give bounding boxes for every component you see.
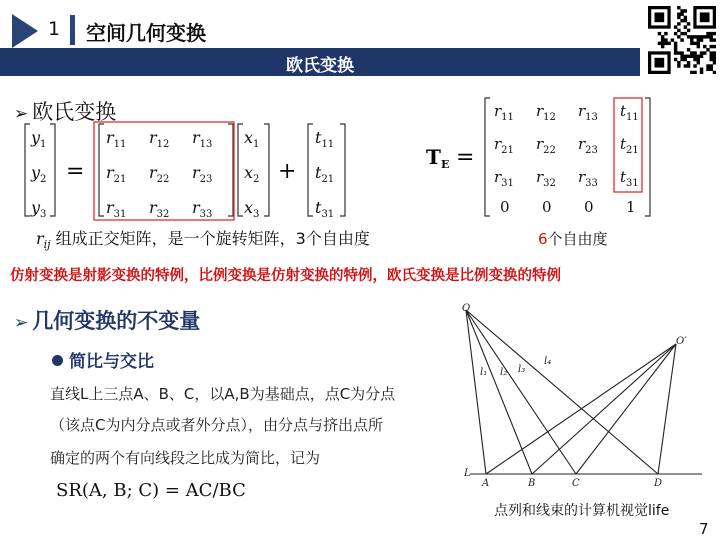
matrix-cell: $r_{22}$ (536, 135, 556, 156)
dof-note (538, 228, 608, 249)
bracket (340, 124, 345, 216)
euclidean-equation (20, 120, 400, 222)
matrix-cell-r: $r_{12}$ (149, 128, 170, 150)
label-l4: l₄ (544, 356, 552, 367)
bracket (645, 98, 650, 216)
matrix-cell: 0 (500, 198, 510, 216)
banner-title: 欧氏变换 (286, 56, 354, 76)
matrix-cell: $r_{32}$ (536, 168, 556, 189)
bracket (228, 124, 233, 216)
transform-hierarchy-statement: 仿射变换是射影变换的特例，比例变换是仿射变换的特例，欧氏变换是比例变换的特例 (10, 268, 561, 284)
paragraph-line: 确定的两个有向线段之比成为简比，记为 (50, 449, 321, 467)
homogeneous-matrix (420, 94, 660, 222)
bracket (99, 124, 104, 216)
bracket (238, 124, 243, 216)
matrix-cell-r: $r_{23}$ (192, 163, 213, 185)
section-number: 1 (48, 18, 61, 40)
bracket (50, 124, 55, 216)
matrix-cell: $r_{13}$ (578, 102, 598, 123)
equals-sign: = (456, 145, 475, 170)
matrix-cell-r: $r_{32}$ (149, 198, 170, 220)
label-L: L (464, 468, 471, 479)
label-O-prime: O′ (676, 336, 687, 347)
note-symbol: r (36, 229, 44, 248)
matrix-cell: $r_{21}$ (494, 135, 514, 156)
title-banner (0, 48, 640, 76)
plus-sign: + (278, 159, 297, 184)
matrix-cell: 0 (584, 198, 594, 216)
arrow-bullet-icon: ➢ (14, 104, 29, 124)
matrix-cell-t: $t_{11}$ (315, 128, 335, 150)
matrix-cell: $r_{31}$ (494, 168, 514, 189)
matrix-cell: $r_{11}$ (494, 102, 514, 123)
note-symbol-sub: ij (43, 238, 51, 252)
matrix-cell: $t_{11}$ (620, 102, 639, 123)
heading-invariants (14, 305, 200, 335)
label-C: C (572, 478, 580, 489)
label-A: A (482, 478, 490, 489)
matrix-cell-y: $y_2$ (31, 163, 47, 185)
matrix-cell-y: $y_3$ (31, 198, 47, 220)
matrix-cell: $r_{23}$ (578, 135, 598, 156)
matrix-cell: 0 (542, 198, 552, 216)
matrix-cell-t: $t_{21}$ (315, 163, 335, 185)
paragraph-line: 直线L上三点A、B、C，以A,B为基础点，点C为分点 (50, 385, 396, 403)
page-number: 7 (699, 520, 709, 538)
equals-sign: = (66, 159, 85, 184)
rotation-note (36, 226, 370, 251)
label-l2: l₂ (500, 367, 508, 378)
bracket (485, 98, 490, 216)
matrix-cell: $t_{21}$ (620, 135, 639, 156)
label-O: O (462, 303, 471, 314)
heading-invariants-text: 几何变换的不变量 (32, 309, 201, 333)
matrix-cell-r: $r_{33}$ (192, 198, 213, 220)
matrix-cell: $r_{12}$ (536, 102, 556, 123)
label-B: B (528, 478, 536, 489)
simple-ratio-formula: SR(A, B; C) = AC/BC (56, 480, 246, 501)
section-title: 空间几何变换 (86, 21, 206, 45)
ray-O2B (532, 344, 676, 474)
matrix-symbol-subscript: E (441, 158, 450, 171)
section-arrow-icon (12, 14, 38, 48)
matrix-cell-x: $x_3$ (244, 198, 260, 220)
bracket (264, 124, 269, 216)
matrix-cell-r: $r_{11}$ (106, 128, 127, 150)
matrix-cell: $t_{31}$ (620, 168, 639, 189)
bracket (308, 124, 313, 216)
pencil-of-lines-diagram (452, 300, 714, 490)
heading-euclidean-text: 欧氏变换 (32, 100, 117, 124)
matrix-cell-r: $r_{21}$ (106, 163, 127, 185)
bullet-ratio (52, 347, 154, 372)
rotation-highlight-box (94, 122, 234, 220)
qr-code-icon (648, 6, 716, 74)
rotation-note-text: 组成正交矩阵，是一个旋转矩阵，3个自由度 (50, 229, 370, 248)
ray-O2A (486, 344, 676, 474)
dof-number: 6 (538, 230, 548, 248)
ray-OD (466, 310, 658, 474)
matrix-symbol: T (426, 145, 441, 169)
matrix-cell-x: $x_1$ (244, 128, 260, 150)
bullet-dot-icon (52, 355, 63, 366)
matrix-cell: 1 (626, 198, 636, 216)
section-divider (70, 15, 75, 45)
matrix-cell-t: $t_{31}$ (315, 198, 335, 220)
label-l1: l₁ (480, 367, 488, 378)
matrix-cell: $r_{33}$ (578, 168, 598, 189)
paragraph-line: （该点C为内分点或者外分点），由分点与挤出点所 (50, 416, 383, 434)
arrow-bullet-icon: ➢ (14, 313, 29, 333)
dof-text: 个自由度 (547, 230, 608, 248)
bullet-ratio-text: 简比与交比 (69, 352, 154, 372)
figure-caption: 点列和线束的计算机视觉life (494, 503, 670, 519)
label-D: D (654, 478, 663, 489)
matrix-cell-r: $r_{22}$ (149, 163, 170, 185)
bracket (25, 124, 30, 216)
label-l3: l₃ (518, 364, 526, 375)
matrix-cell-r: $r_{13}$ (192, 128, 213, 150)
matrix-cell-y: $y_1$ (31, 128, 47, 150)
matrix-cell-r: $r_{31}$ (106, 198, 127, 220)
matrix-cell-x: $x_2$ (244, 163, 260, 185)
